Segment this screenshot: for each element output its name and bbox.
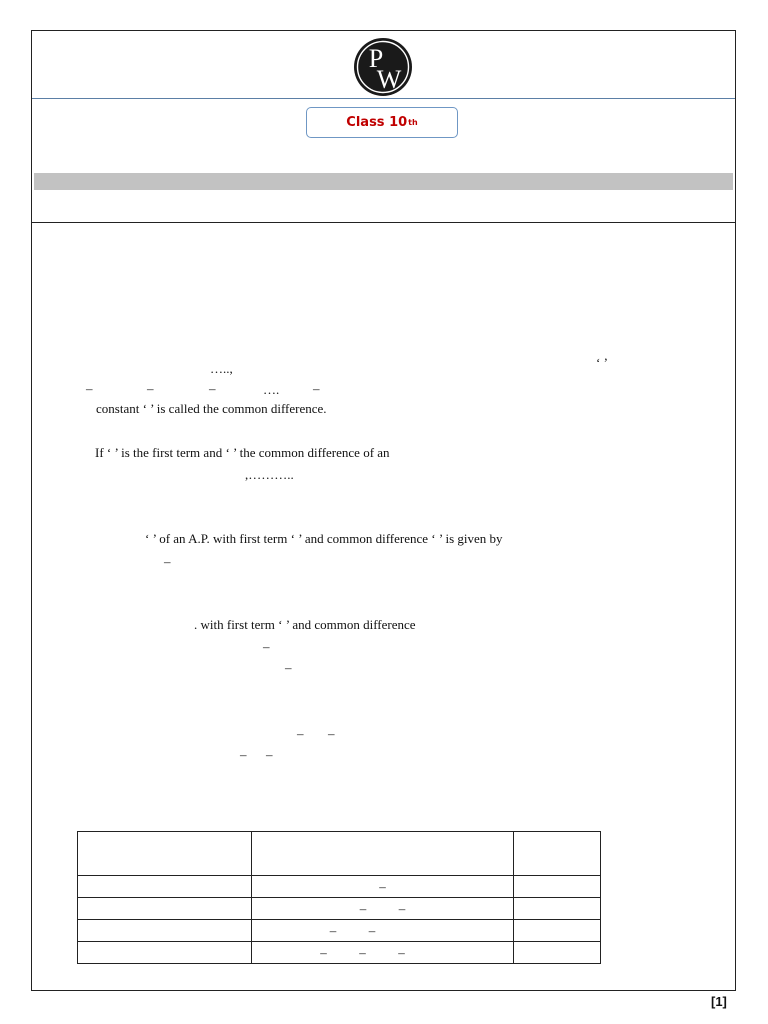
common-difference-text: constant ‘ ’ is called the common difference.	[96, 401, 327, 416]
sequence-dots: ,………..	[245, 467, 294, 482]
table-cell: – – –	[252, 942, 514, 964]
table-cell: – –	[252, 920, 514, 942]
minus-sign: –	[297, 726, 304, 741]
table-cell	[514, 942, 601, 964]
data-table	[77, 831, 601, 964]
table-row	[78, 832, 601, 876]
header-divider	[32, 98, 735, 99]
minus-sign: –	[164, 554, 171, 569]
table-row	[78, 876, 601, 898]
pw-logo	[351, 37, 415, 97]
page-number: [1]	[711, 994, 727, 1009]
table-row	[78, 920, 601, 942]
minus-sign: –	[86, 381, 93, 396]
table-cell	[78, 898, 252, 920]
table-cell	[514, 832, 601, 876]
minus-sign: –	[209, 381, 216, 396]
svg-text:P: P	[368, 44, 384, 73]
class-suffix: th	[408, 118, 418, 127]
minus-sign: –	[328, 726, 335, 741]
minus-sign: –	[147, 381, 154, 396]
sum-text: . with first term ‘ ’ and common difference	[194, 617, 416, 632]
quote-mark: ‘ ’	[596, 355, 608, 370]
sequence-dots: …..,	[210, 361, 233, 376]
table-cell	[78, 942, 252, 964]
table-cell: –	[252, 876, 514, 898]
svg-text:W: W	[376, 65, 402, 94]
table-cell	[514, 920, 601, 942]
section-divider	[32, 222, 735, 223]
title-bar	[34, 173, 733, 190]
table-row	[78, 898, 601, 920]
table-row	[78, 942, 601, 964]
table-cell: – –	[252, 898, 514, 920]
pw-logo-icon	[351, 37, 415, 97]
table-cell	[252, 832, 514, 876]
minus-sign: –	[266, 747, 273, 762]
table-cell	[514, 876, 601, 898]
minus-sign: –	[313, 381, 320, 396]
table-cell	[514, 898, 601, 920]
minus-sign: –	[240, 747, 247, 762]
class-badge	[306, 107, 458, 138]
table-cell	[78, 876, 252, 898]
table-cell	[78, 920, 252, 942]
table-cell	[78, 832, 252, 876]
minus-sign: –	[285, 660, 292, 675]
first-term-text: If ‘ ’ is the first term and ‘ ’ the common difference of an	[95, 445, 390, 460]
nth-term-text: ‘ ’ of an A.P. with first term ‘ ’ and common difference ‘ ’ is given by	[145, 531, 503, 546]
minus-sign: –	[263, 639, 270, 654]
sequence-dots: ….	[263, 382, 280, 397]
class-label: Class 10	[346, 115, 408, 130]
